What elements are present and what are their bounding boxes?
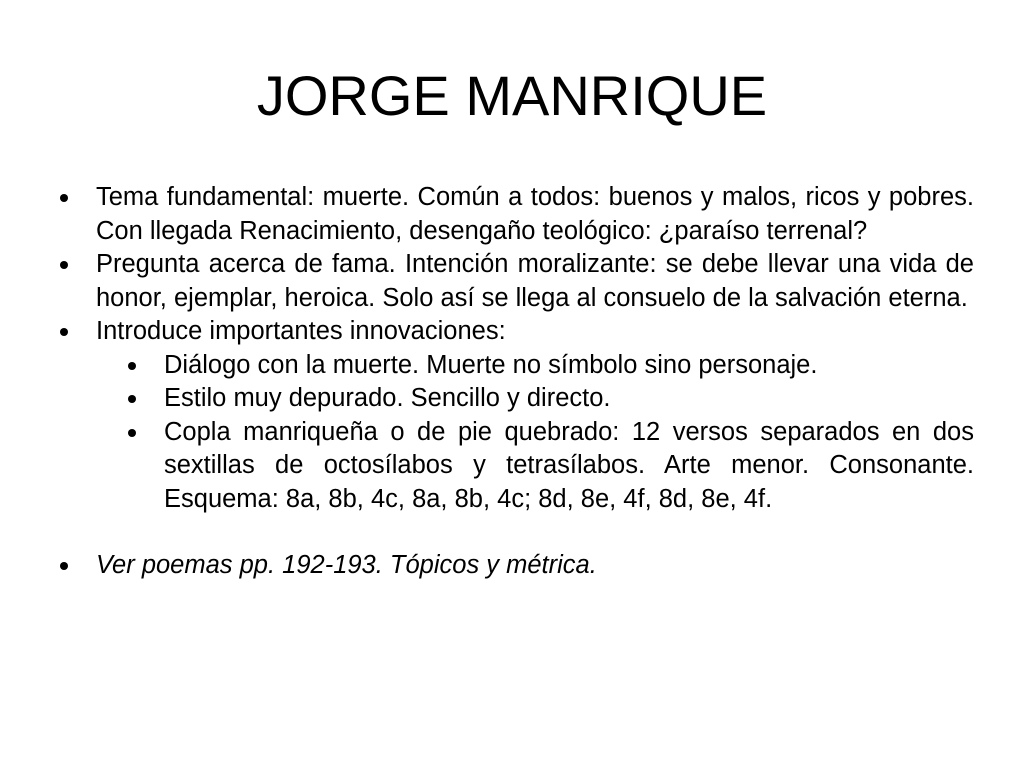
bullet-dot-icon <box>128 429 136 437</box>
final-note-text: Ver poemas pp. 192-193. Tópicos y métrica. <box>96 551 597 579</box>
bullet-item <box>58 248 974 315</box>
final-bullet-list <box>58 549 974 583</box>
bullet-dot-icon <box>128 395 136 403</box>
slide-content <box>58 181 974 583</box>
bullet-dot-icon <box>60 261 68 269</box>
bullet-item <box>58 181 974 248</box>
bullet-dot-icon <box>60 194 68 202</box>
spacer <box>58 516 974 549</box>
bullet-item <box>58 315 974 349</box>
sub-bullet-text: Copla manriqueña o de pie quebrado: 12 versos separados en dos sextillas de octosílabos y tetrasílabos. Arte menor. Consonante. Esquema: 8a, 8b, 4c, 8a, 8b, 4c; 8d, 8e, 4f, 8d, 8e, 4f. <box>164 417 974 513</box>
sub-bullet-item <box>126 349 974 383</box>
bullet-list <box>58 181 974 349</box>
sub-bullet-item <box>126 382 974 416</box>
bullet-dot-icon <box>60 562 68 570</box>
slide-title: JORGE MANRIQUE <box>256 64 768 127</box>
sub-bullet-text: Estilo muy depurado. Sencillo y directo. <box>164 384 611 412</box>
sub-bullet-list <box>126 349 974 517</box>
bullet-dot-icon <box>60 328 68 336</box>
bullet-text: Tema fundamental: muerte. Común a todos: buenos y malos, ricos y pobres. Con llegada Renacimiento, desengaño teológico: ¿paraíso terrenal? <box>96 183 974 245</box>
bullet-text: Introduce importantes innovaciones: <box>96 317 506 345</box>
sub-bullet-item <box>126 416 974 517</box>
bullet-text: Pregunta acerca de fama. Intención moralizante: se debe llevar una vida de honor, ejemplar, heroica. Solo así se llega al consuelo de la salvación eterna. <box>96 250 974 312</box>
final-note-item <box>58 549 974 583</box>
bullet-dot-icon <box>128 362 136 370</box>
sub-bullet-text: Diálogo con la muerte. Muerte no símbolo sino personaje. <box>164 350 818 379</box>
